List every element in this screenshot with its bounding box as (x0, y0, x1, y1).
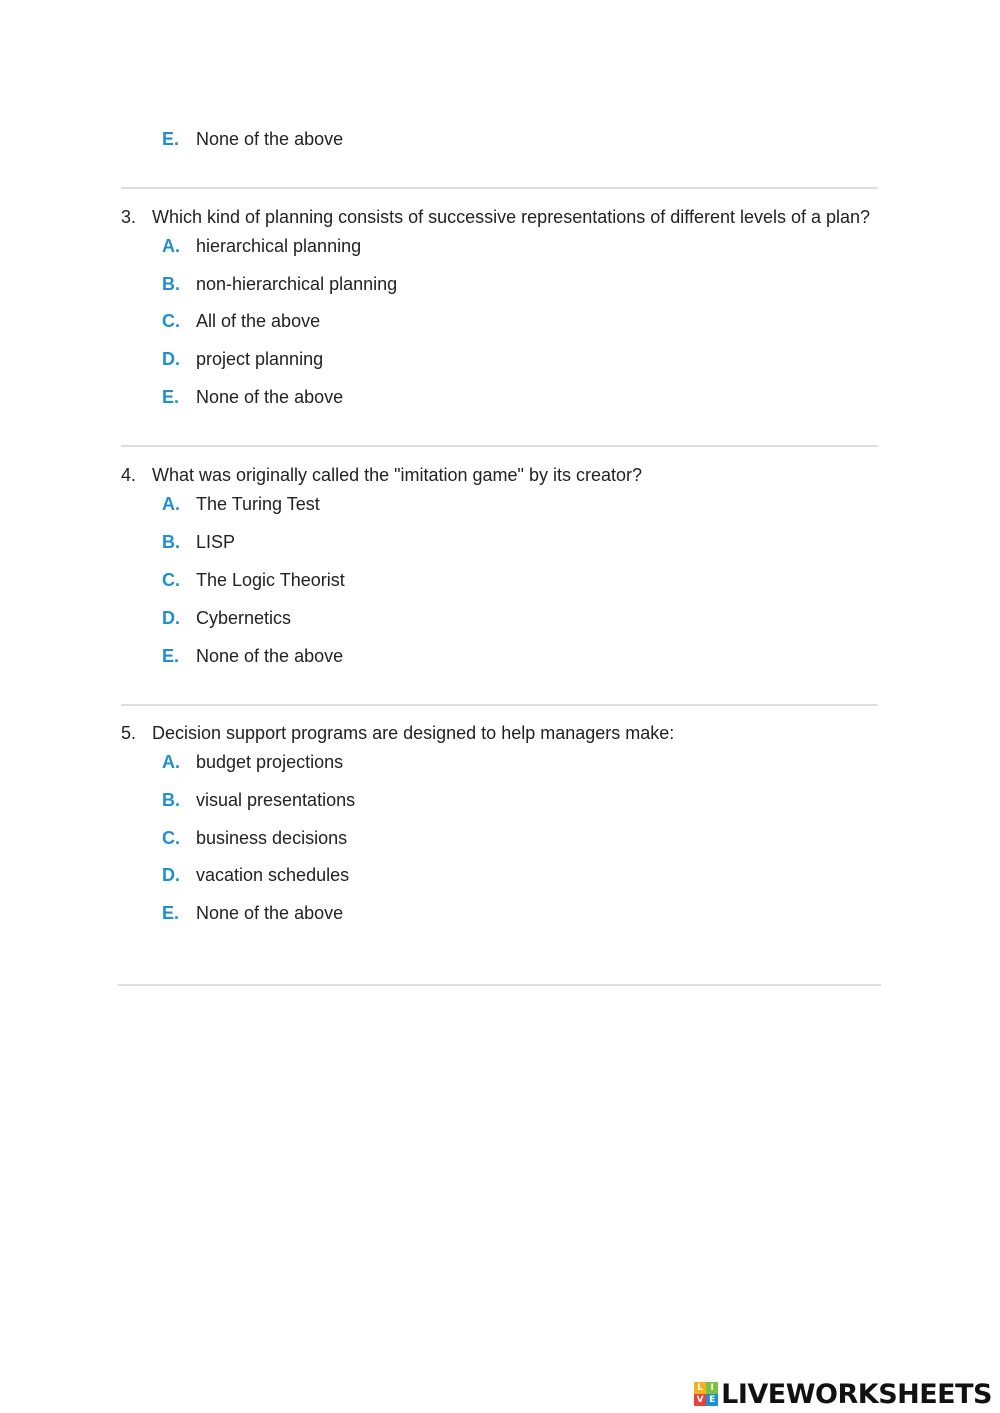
question-text: What was originally called the "imitation game" by its creator? (152, 465, 642, 485)
q5-option-d[interactable] (162, 863, 349, 887)
option-text: All of the above (196, 311, 321, 331)
question-divider (121, 704, 878, 706)
q5-option-a[interactable] (162, 750, 343, 774)
option-letter: A. (162, 236, 180, 256)
option-letter: C. (162, 570, 180, 590)
logo-tile-i: I (706, 1382, 718, 1394)
option-letter: D. (162, 865, 180, 885)
option-text: None of the above (196, 129, 344, 149)
option-text: None of the above (196, 903, 344, 923)
option-letter: E. (162, 387, 180, 407)
option-text: The Turing Test (196, 494, 320, 514)
q4-option-a[interactable] (162, 492, 320, 516)
q3-option-d[interactable] (162, 347, 323, 371)
q4-option-b[interactable] (162, 530, 235, 554)
question-number: 5. (121, 723, 137, 743)
option-text: vacation schedules (196, 865, 350, 885)
brand-name: LIVEWORKSHEETS (721, 1378, 992, 1410)
option-letter: E. (162, 129, 180, 149)
option-text: budget projections (196, 752, 344, 772)
logo-tile-l: L (694, 1382, 706, 1394)
question-5 (121, 721, 674, 745)
option-text: LISP (196, 532, 236, 552)
option-text: hierarchical planning (196, 236, 362, 256)
option-letter: A. (162, 494, 180, 514)
option-text: project planning (196, 349, 324, 369)
liveworksheets-brand[interactable] (694, 1376, 992, 1412)
option-text: Cybernetics (196, 608, 292, 628)
question-number: 3. (121, 207, 137, 227)
option-letter: E. (162, 646, 180, 666)
q4-option-c[interactable] (162, 568, 345, 592)
logo-tile-e: E (706, 1394, 718, 1406)
question-3 (121, 205, 870, 229)
option-letter: B. (162, 790, 180, 810)
option-letter: D. (162, 608, 180, 628)
question-number: 4. (121, 465, 137, 485)
logo-tile-v: V (694, 1394, 706, 1406)
option-text: business decisions (196, 828, 348, 848)
question-divider (121, 445, 878, 447)
option-text: non-hierarchical planning (196, 274, 398, 294)
q3-option-a[interactable] (162, 234, 361, 258)
option-letter: A. (162, 752, 180, 772)
option-letter: B. (162, 532, 180, 552)
question-divider (121, 187, 878, 189)
option-text: None of the above (196, 646, 344, 666)
q4-option-e[interactable] (162, 644, 343, 668)
option-letter: C. (162, 311, 180, 331)
q5-option-b[interactable] (162, 788, 355, 812)
option-text: None of the above (196, 387, 344, 407)
option-letter: C. (162, 828, 180, 848)
q4-option-d[interactable] (162, 606, 291, 630)
q2-option-e[interactable] (162, 127, 343, 151)
question-text: Decision support programs are designed to help managers make: (152, 723, 675, 743)
question-text: Which kind of planning consists of successive representations of different levels of a plan? (152, 207, 871, 227)
option-letter: D. (162, 349, 180, 369)
q5-option-c[interactable] (162, 826, 347, 850)
liveworksheets-logo-icon (694, 1382, 718, 1406)
q3-option-c[interactable] (162, 309, 320, 333)
option-text: The Logic Theorist (196, 570, 345, 590)
section-end-divider (118, 984, 881, 986)
option-letter: E. (162, 903, 180, 923)
question-4 (121, 463, 642, 487)
q3-option-b[interactable] (162, 272, 397, 296)
q5-option-e[interactable] (162, 901, 343, 925)
option-text: visual presentations (196, 790, 356, 810)
q3-option-e[interactable] (162, 385, 343, 409)
option-letter: B. (162, 274, 180, 294)
